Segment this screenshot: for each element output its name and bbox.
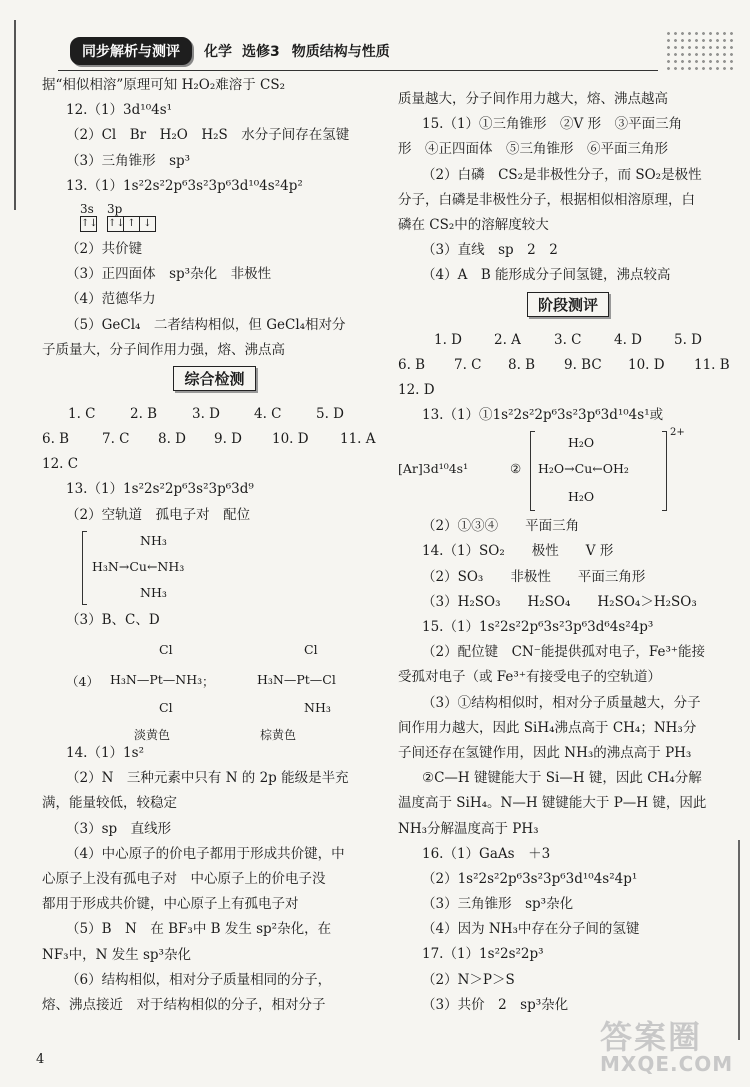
answer-line: （5）B N 在 BF₃中 B 发生 sp²杂化，在 xyxy=(66,921,332,938)
subject-label: 化学 xyxy=(204,44,232,60)
choice-answer: 1. D xyxy=(434,331,462,348)
answer-line: 14.（1）1s² xyxy=(66,745,144,761)
answer-line: （3）三角锥形 sp³杂化 xyxy=(422,896,574,913)
answer-line: （2）SO₃ 非极性 平面三角形 xyxy=(422,568,646,585)
section-heading xyxy=(42,366,387,391)
answer-line: ②C—H 键键能大于 Si—H 键，因此 CH₄分解 xyxy=(422,770,702,787)
answer-line: （4）范德华力 xyxy=(66,291,156,308)
answer-line: 受孤对电子（或 Fe³⁺有接受电子的空轨道） xyxy=(398,669,661,686)
answer-line: 分子，白磷是非极性分子，根据相似相溶原理，白 xyxy=(398,191,695,208)
choice-answer: 4. C xyxy=(254,405,282,422)
orbital-box: ↑↓ xyxy=(81,217,98,229)
answer-line: （2）N 三种元素中只有 N 的 2p 能级是半充 xyxy=(66,770,349,787)
answer-line: （3）直线 sp 2 2 xyxy=(422,242,558,259)
header-rule xyxy=(58,70,658,71)
answer-line: 15.（1）①三角锥形 ②V 形 ③平面三角 xyxy=(422,116,683,133)
choice-answer: 7. C xyxy=(102,431,130,448)
isomer2-bottom: NH₃ xyxy=(304,700,331,715)
answer-line: 15.（1）1s²2s²2p⁶3s²3p⁶3d⁶4s²4p³ xyxy=(422,619,654,635)
answer-line: 心原子上没有孤电子对 中心原子上的价电子没 xyxy=(42,870,326,887)
answer-line: （3）B、C、D xyxy=(66,611,160,628)
ligand-top: H₂O xyxy=(568,435,595,451)
choice-answer: 9. D xyxy=(214,431,242,448)
circled-marker: ② xyxy=(510,461,522,477)
book-label: 选修3 xyxy=(242,44,280,60)
orbital-box: ↑↓ xyxy=(108,217,125,229)
orbital-box: ↑ xyxy=(124,217,140,231)
choice-answer: 2. A xyxy=(494,331,521,348)
answer-line: （2）白磷 CS₂是非极性分子，而 SO₂是极性 xyxy=(422,166,702,183)
orbital-label: 3p xyxy=(107,201,123,216)
choice-answer: 11. B xyxy=(694,356,730,373)
complex-center: H₂O→Cu←OH₂ xyxy=(538,461,629,477)
series-tag: 同步解析与测评 xyxy=(70,37,192,65)
answer-line: 13.（1）1s²2s²2p⁶3s²3p⁶3d⁹ xyxy=(66,481,254,498)
answer-line: （4）因为 NH₃中存在分子间的氢键 xyxy=(422,921,640,938)
answer-line: 熔、沸点接近 对于结构相似的分子，相对分子 xyxy=(42,996,326,1013)
answer-line: （6）结构相似，相对分子质量相同的分子， xyxy=(66,971,332,988)
answer-line: （3）H₂SO₃ H₂SO₄ H₂SO₄＞H₂SO₃ xyxy=(422,593,697,610)
answer-line: （3）三角锥形 sp³ xyxy=(66,152,191,169)
answer-line: （3）sp 直线形 xyxy=(66,820,172,837)
answer-line: （3）正四面体 sp³杂化 非极性 xyxy=(66,266,272,283)
platinum-isomers xyxy=(52,636,387,744)
answer-line: （2）共价键 xyxy=(66,240,143,257)
answer-line: 温度高于 SiH₄。N—H 键键能大于 P—H 键，因此 xyxy=(398,795,707,812)
orbital-label: 3s xyxy=(80,201,94,216)
answer-line: 13.（1）1s²2s²2p⁶3s²3p⁶3d¹⁰4s²4p² xyxy=(66,177,303,194)
choice-answer: 9. BC xyxy=(564,356,602,373)
answer-line: （2）配位键 CN⁻能提供孤对电子，Fe³⁺能接 xyxy=(422,644,706,661)
topic-label: 物质结构与性质 xyxy=(291,44,390,60)
orbital-diagram xyxy=(80,202,387,232)
right-column xyxy=(398,90,738,1021)
copper-aqua-structure xyxy=(398,427,698,511)
choice-answers-row xyxy=(42,430,387,448)
answer-line: （2）N＞P＞S xyxy=(422,971,515,988)
choice-answer: 11. A xyxy=(340,431,376,448)
answer-line: 满，能量较低，较稳定 xyxy=(42,795,177,812)
answer-line: 16.（1）GaAs ＋3 xyxy=(422,845,551,862)
item-label: （4） xyxy=(66,674,99,689)
answer-line: 12. C xyxy=(42,456,79,473)
answer-line: （5）GeCl₄ 二者结构相似，但 GeCl₄相对分 xyxy=(66,316,346,333)
answer-line: （3）共价 2 sp³杂化 xyxy=(422,996,569,1013)
answer-line: 子质量大，分子间作用力强，熔、沸点高 xyxy=(42,341,285,358)
isomer1-bottom: Cl xyxy=(159,700,173,715)
isomer1-center: H₃N—Pt—NH₃ xyxy=(110,672,203,687)
answer-line: 12.（1）3d¹⁰4s¹ xyxy=(66,102,173,119)
answer-line: 磷在 CS₂中的溶解度较大 xyxy=(398,216,549,233)
choice-answer: 8. B xyxy=(508,356,536,373)
answer-line: 14.（1）SO₂ 极性 V 形 xyxy=(422,543,614,560)
complex-charge: 2+ xyxy=(670,427,685,439)
section-title: 综合检测 xyxy=(173,366,255,391)
page-number: 4 xyxy=(36,1052,45,1067)
answer-line: 质量越大，分子间作用力越大，熔、沸点越高 xyxy=(398,91,668,107)
choice-answer: 4. D xyxy=(614,331,642,348)
answer-line: （4）中心原子的价电子都用于形成共价键，中 xyxy=(66,845,345,862)
watermark-text: 答案圈 xyxy=(600,1018,703,1056)
choice-answer: 5. D xyxy=(674,331,702,348)
binding-line xyxy=(14,20,16,210)
choice-answer: 7. C xyxy=(454,356,482,373)
isomer1-color: 淡黄色 xyxy=(134,728,171,742)
choice-answer: 3. D xyxy=(192,405,220,422)
answer-line: （2）①③④ 平面三角 xyxy=(422,518,580,535)
choice-answer: 5. D xyxy=(316,405,344,422)
ligand-bottom: NH₃ xyxy=(140,584,167,600)
ligand-top: NH₃ xyxy=(140,532,167,548)
choice-answers-row xyxy=(42,405,387,423)
watermark-logo xyxy=(600,1012,733,1076)
answer-line: 间作用力越大，因此 SiH₄沸点高于 CH₄；NH₃分 xyxy=(398,719,697,736)
noble-gas-config: [Ar]3d¹⁰4s¹ xyxy=(398,461,469,477)
answer-line: 都用于形成共价键，中心原子上有孤电子对 xyxy=(42,896,299,913)
answer-line: 形 ④正四面体 ⑤三角锥形 ⑥平面三角形 xyxy=(398,141,668,158)
dot-pattern-decoration xyxy=(665,30,735,72)
answer-line: 13.（1）①1s²2s²2p⁶3s²3p⁶3d¹⁰4s¹或 xyxy=(422,407,664,424)
answer-line: NF₃中，N 发生 sp³杂化 xyxy=(42,946,191,963)
section-heading xyxy=(398,292,738,317)
isomer2-center: H₃N—Pt—Cl xyxy=(257,672,336,687)
answer-line: 17.（1）1s²2s²2p³ xyxy=(422,946,544,963)
choice-answer: 3. C xyxy=(554,331,582,348)
choice-answer: 6. B xyxy=(42,431,70,448)
bracket-left xyxy=(530,431,535,511)
left-column xyxy=(42,76,387,1021)
choice-answer: 8. D xyxy=(158,431,186,448)
answer-line: NH₃分解温度高于 PH₃ xyxy=(398,820,539,837)
isomer1-top: Cl xyxy=(159,642,173,657)
answer-line: （2）空轨道 孤电子对 配位 xyxy=(66,506,251,523)
choice-answer: 6. B xyxy=(398,356,426,373)
bracket-right xyxy=(662,431,667,511)
margin-line xyxy=(738,840,740,1040)
isomer2-color: 棕黄色 xyxy=(260,728,297,742)
choice-answer: 2. B xyxy=(130,405,158,422)
answer-line: 子间还存在氢键作用，因此 NH₃的沸点高于 PH₃ xyxy=(398,744,692,761)
ligand-bottom: H₂O xyxy=(568,489,595,505)
answer-line: （2）Cl Br H₂O H₂S 水分子间存在氢键 xyxy=(66,127,350,144)
complex-center: H₃N→Cu←NH₃ xyxy=(92,558,185,574)
answer-line: （3）①结构相似时，相对分子质量越大，分子 xyxy=(422,694,701,711)
choice-answers-row xyxy=(398,356,738,374)
copper-ammine-structure xyxy=(82,531,222,605)
answer-line: 12. D xyxy=(398,381,435,398)
choice-answer: 10. D xyxy=(628,356,665,373)
isomer2-top: Cl xyxy=(304,642,318,657)
choice-answer: 10. D xyxy=(272,431,309,448)
separator: ； xyxy=(202,674,215,689)
choice-answer: 1. C xyxy=(68,405,96,422)
choice-answers-row xyxy=(398,331,738,349)
answer-line: （2）1s²2s²2p⁶3s²3p⁶3d¹⁰4s²4p¹ xyxy=(422,870,638,887)
running-header xyxy=(70,40,390,62)
answer-line: 据“相似相溶”原理可知 H₂O₂难溶于 CS₂ xyxy=(42,77,286,93)
answer-line: （4）A B 能形成分子间氢键，沸点较高 xyxy=(422,267,671,284)
bracket-left xyxy=(82,531,87,605)
watermark-url: MXQE.COM xyxy=(600,1052,734,1076)
section-title: 阶段测评 xyxy=(527,292,609,317)
orbital-box: ↓ xyxy=(143,217,152,229)
